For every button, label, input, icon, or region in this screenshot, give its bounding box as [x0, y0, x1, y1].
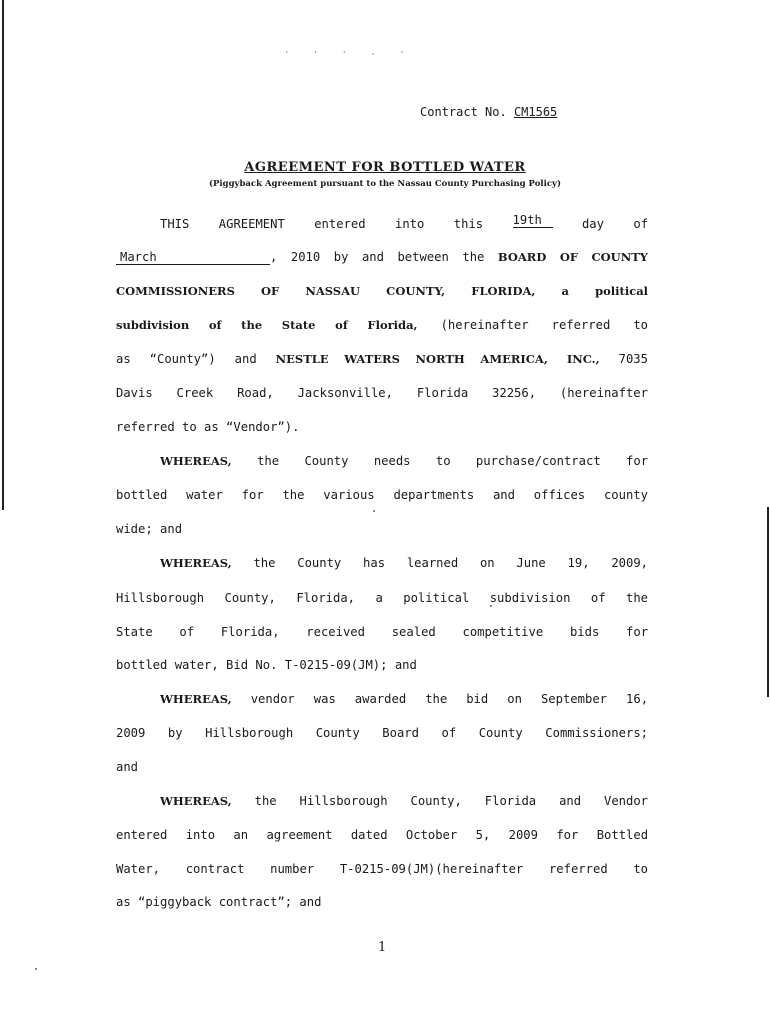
- contract-number-line: [420, 105, 557, 119]
- contract-number-label: Contract No.: [420, 105, 507, 119]
- body-line-14: bottled water, Bid No. T-0215-09(JM); and: [116, 658, 417, 672]
- contract-number-value: CM1565: [513, 105, 558, 119]
- scan-speck: [35, 968, 37, 970]
- month-field: March: [116, 250, 270, 265]
- body-line-11: WHEREAS, the County has learned on June 19, 2009,: [160, 556, 649, 570]
- body-line-2: March , 2010 by and between the BOARD OF COUNTY: [116, 249, 648, 265]
- body-line-17: and: [116, 760, 139, 774]
- body-line-16: 2009 by Hillsborough County Board of County Commissioners;: [116, 726, 648, 740]
- body-line-9: bottled water for the various departments and offices county: [116, 488, 648, 502]
- body-line-21: as “piggyback contract”; and: [116, 895, 322, 909]
- day-field: 19th: [513, 213, 553, 228]
- body-line-15: WHEREAS, vendor was awarded the bid on September 16,: [160, 692, 649, 706]
- scan-specks: · · · . ·: [284, 48, 414, 58]
- page-number: 1: [378, 940, 387, 955]
- scan-speck: [373, 510, 375, 512]
- body-line-20: Water, contract number T-0215-09(JM)(hereinafter referred to: [116, 862, 649, 876]
- body-line-19: entered into an agreement dated October 5, 2009 for Bottled: [116, 828, 649, 842]
- body-line-4: subdivision of the State of Florida, (hereinafter referred to: [116, 318, 649, 332]
- scan-border-left: [2, 0, 4, 510]
- body-line-6: Davis Creek Road, Jacksonville, Florida 32256, (hereinafter: [116, 386, 648, 400]
- body-line-5: as “County”) and NESTLE WATERS NORTH AMERICA, INC., 7035: [116, 352, 648, 366]
- body-line-12: Hillsborough County, Florida, a political subdivision of the: [116, 591, 649, 605]
- body-line-13: State of Florida, received sealed competitive bids for: [116, 625, 649, 639]
- body-line-7: referred to as “Vendor”).: [116, 420, 300, 434]
- scan-border-right: [767, 507, 769, 697]
- body-line-18: WHEREAS, the Hillsborough County, Florida and Vendor: [160, 794, 649, 808]
- document-subtitle: (Piggyback Agreement pursuant to the Nassau County Purchasing Policy): [209, 179, 561, 189]
- body-line-3: COMMISSIONERS OF NASSAU COUNTY, FLORIDA, a political: [116, 284, 649, 298]
- body-line-1: THIS AGREEMENT entered into this 19th day of: [160, 213, 649, 231]
- document-title: AGREEMENT FOR BOTTLED WATER: [244, 160, 526, 175]
- body-line-10: wide; and: [116, 522, 183, 536]
- body-line-8: WHEREAS, the County needs to purchase/contract for: [160, 454, 649, 468]
